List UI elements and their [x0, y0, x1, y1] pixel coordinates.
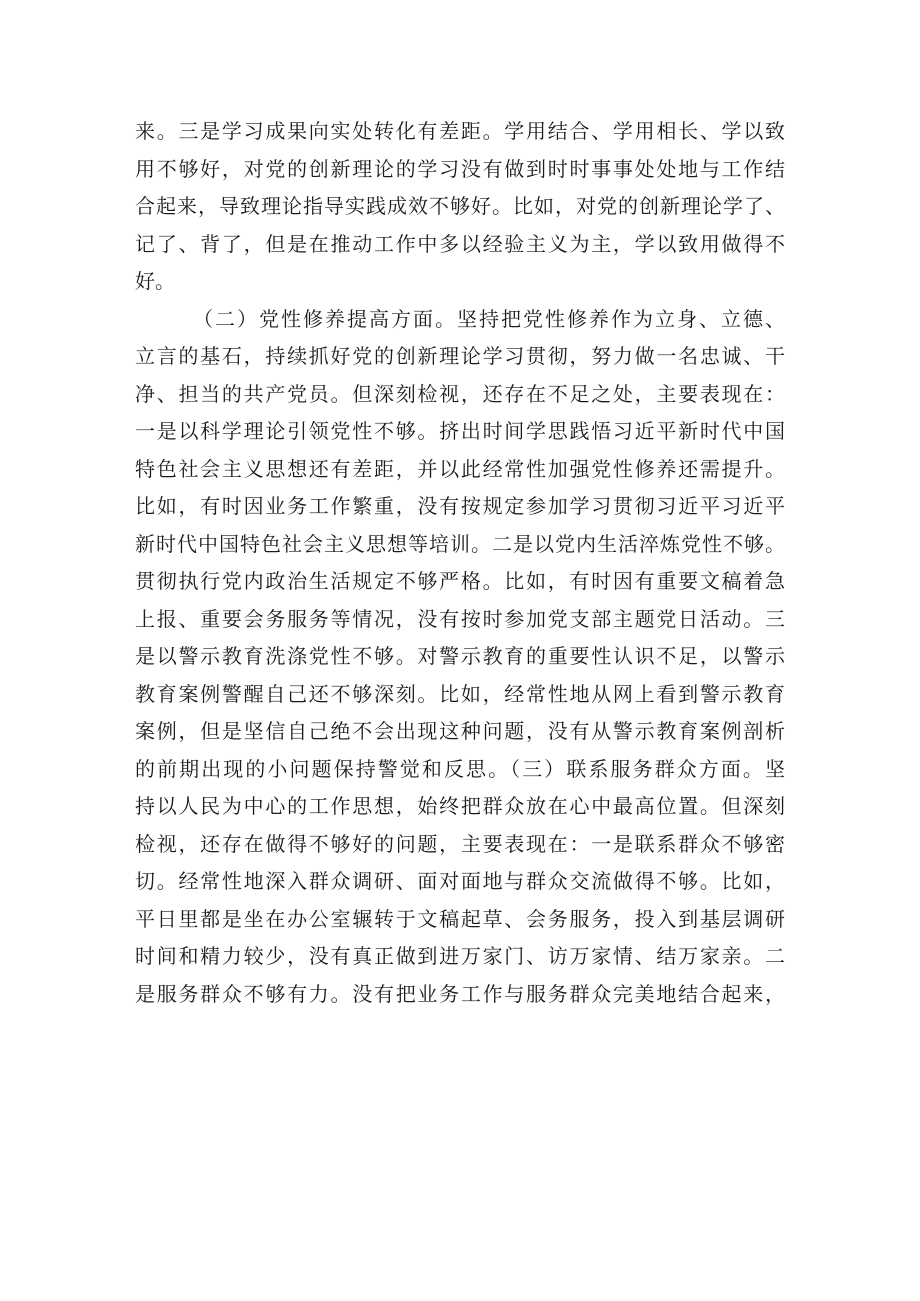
text-line: 记了、背了，但是在推动工作中多以经验主义为主，学以致用做得不 — [135, 231, 785, 256]
text-line: 特色社会主义思想还有差距，并以此经常性加强党性修养还需提升。 — [135, 456, 785, 481]
text-line: 一是以科学理论引领党性不够。挤出时间学思践悟习近平新时代中国 — [135, 419, 785, 443]
text-line: 案例，但是坚信自己绝不会出现这种问题，没有从警示教育案例剖析 — [135, 719, 785, 743]
text-line: 是以警示教育洗涤党性不够。对警示教育的重要性认识不足，以警示 — [135, 644, 785, 668]
text-line: 平日里都是坐在办公室辗转于文稿起草、会务服务，投入到基层调研 — [135, 906, 785, 931]
text-line: 贯彻执行党内政治生活规定不够严格。比如，有时因有重要文稿着急 — [135, 569, 785, 593]
text-line: 来。三是学习成果向实处转化有差距。学用结合、学用相长、学以致 — [135, 119, 785, 143]
text-line: 用不够好，对党的创新理论的学习没有做到时时事事处处地与工作结 — [135, 156, 785, 181]
text-line: （二）党性修养提高方面。坚持把党性修养作为立身、立德、 — [193, 306, 785, 331]
text-line: 时间和精力较少，没有真正做到进万家门、访万家情、结万家亲。二 — [135, 944, 785, 968]
body-text — [135, 113, 785, 1013]
text-line: 是服务群众不够有力。没有把业务工作与服务群众完美地结合起来， — [135, 981, 785, 1006]
text-line: 净、担当的共产党员。但深刻检视，还存在不足之处，主要表现在： — [135, 381, 785, 406]
text-line: 好。 — [135, 269, 175, 293]
text-line: 上报、重要会务服务等情况，没有按时参加党支部主题党日活动。三 — [135, 606, 785, 631]
text-line: 切。经常性地深入群众调研、面对面地与群众交流做得不够。比如， — [135, 869, 785, 893]
text-line: 检视，还存在做得不够好的问题，主要表现在：一是联系群众不够密 — [135, 831, 785, 856]
text-line: 的前期出现的小问题保持警觉和反思。（三）联系服务群众方面。坚 — [135, 756, 785, 781]
text-line: 立言的基石，持续抓好党的创新理论学习贯彻，努力做一名忠诚、干 — [135, 344, 785, 368]
text-line: 新时代中国特色社会主义思想等培训。二是以党内生活淬炼党性不够。 — [135, 531, 785, 556]
text-line: 合起来，导致理论指导实践成效不够好。比如，对党的创新理论学了、 — [135, 194, 785, 218]
text-line: 教育案例警醒自己还不够深刻。比如，经常性地从网上看到警示教育 — [135, 681, 785, 706]
text-line: 比如，有时因业务工作繁重，没有按规定参加学习贯彻习近平习近平 — [135, 494, 785, 518]
text-line: 持以人民为中心的工作思想，始终把群众放在心中最高位置。但深刻 — [135, 794, 785, 818]
